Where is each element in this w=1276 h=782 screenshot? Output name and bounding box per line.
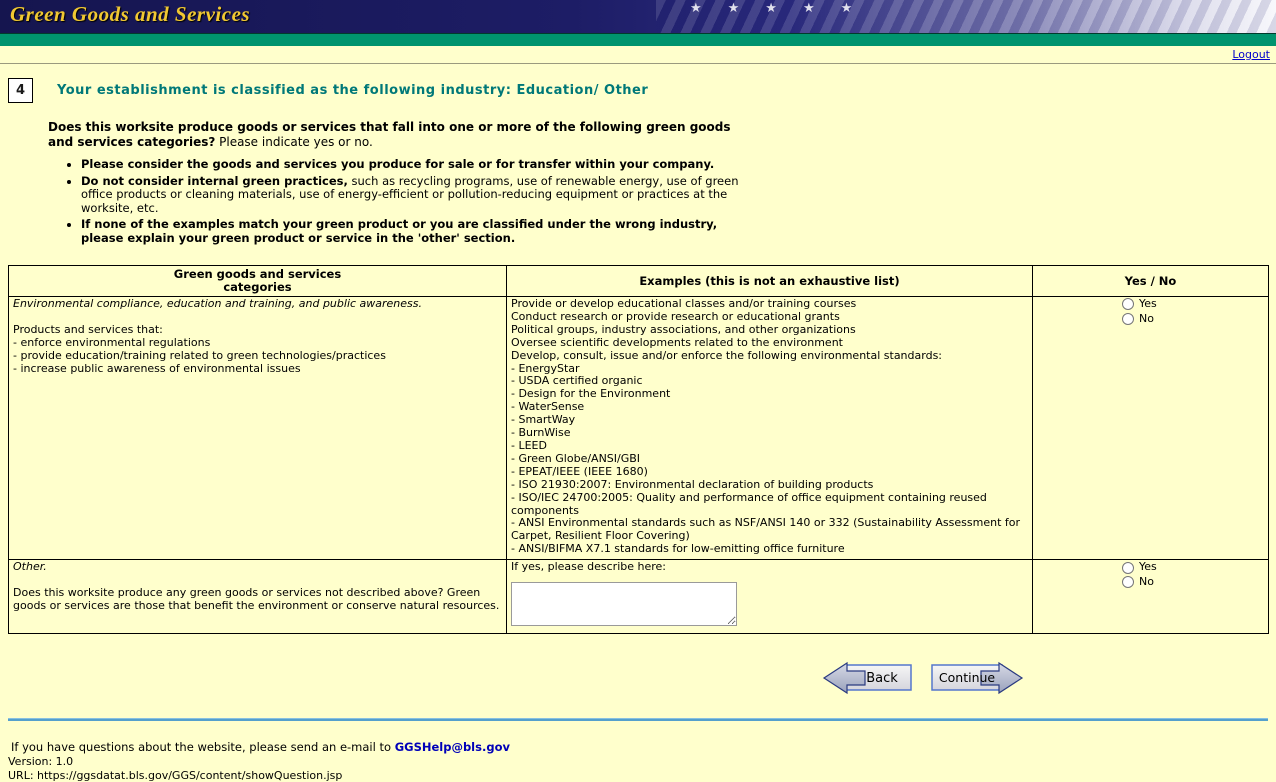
example-line: Provide or develop educational classes and/or training courses [511, 297, 857, 310]
nav-buttons [8, 658, 1268, 704]
logout-link[interactable]: Logout [1232, 48, 1270, 61]
flag-stars-decoration [690, 1, 878, 16]
example-line: Conduct research or provide research or educational grants [511, 309, 840, 323]
yes-radio-row1[interactable] [1122, 298, 1134, 310]
page-footer [8, 741, 1268, 782]
yes-option-row1[interactable] [1122, 298, 1178, 311]
version-text: Version: 1.0 [8, 754, 74, 768]
bullet-bold-text: Please consider the goods and services you produce for sale or for transfer within your company. [81, 157, 715, 171]
yes-option-row2[interactable] [1122, 561, 1178, 574]
continue-button[interactable] [930, 658, 1026, 700]
describe-label: If yes, please describe here: [511, 560, 667, 574]
bullet-normal-text: such as recycling programs, use of renewable energy, use of green office products or cleaning materials, use of energy-efficient or pollution-reducing equipment or practices at the worksite, etc. [81, 173, 739, 215]
radio-group-row2 [1122, 561, 1178, 589]
category-cell [9, 560, 507, 634]
category-line: Products and services that: [13, 322, 163, 336]
no-label[interactable]: No [1139, 575, 1154, 589]
example-line: - WaterSense [511, 400, 585, 414]
radio-group-row1 [1122, 298, 1178, 326]
no-radio-row1[interactable] [1122, 313, 1134, 325]
help-email-link[interactable]: GGSHelp@bls.gov [394, 739, 510, 754]
help-line [8, 741, 1268, 754]
example-line: - SmartWay [511, 413, 576, 427]
category-lines [13, 324, 501, 376]
footer-divider [8, 718, 1268, 721]
app-title: Green Goods and Services [10, 2, 251, 26]
top-nav-bar [0, 46, 1276, 64]
question-title: Your establishment is classified as the following industry: Education/ Other [57, 83, 649, 98]
example-line: - ANSI/BIFMA X7.1 standards for low-emitting office furniture [511, 542, 845, 556]
table-header-row [9, 266, 1269, 297]
bullet-item [81, 218, 744, 245]
category-cell [9, 297, 507, 560]
question-prompt [48, 120, 753, 149]
example-line: - Green Globe/ANSI/GBI [511, 451, 641, 465]
bullet-bold-text: Do not consider internal green practices, [81, 173, 348, 188]
instruction-bullets [66, 158, 744, 245]
yes-label[interactable]: Yes [1139, 560, 1157, 574]
example-line: - ISO/IEC 24700:2005: Quality and performance of office equipment containing reused components [511, 490, 987, 517]
category-text: Does this worksite produce any green goods or services not described above? Green goods or services are those that benefit the environment or conserve natural resources. [13, 586, 500, 612]
url-text: URL: https://ggsdatat.bls.gov/GGS/content/showQuestion.jsp [8, 768, 343, 782]
example-line: - EnergyStar [511, 361, 580, 375]
header-categories: Green goods and services categories [9, 266, 507, 297]
describe-textarea[interactable] [511, 582, 737, 626]
example-line: - ANSI Environmental standards such as NSF/ANSI 140 or 332 (Sustainability Assessment for Carpet, Resilient Floor Covering) [511, 516, 1021, 543]
example-line: - EPEAT/IEEE (IEEE 1680) [511, 464, 648, 478]
no-radio-row2[interactable] [1122, 576, 1134, 588]
category-title: Other. [13, 560, 47, 574]
no-option-row2[interactable] [1122, 576, 1178, 589]
header-yesno: Yes / No [1033, 266, 1269, 297]
yes-radio-row2[interactable] [1122, 562, 1134, 574]
header-examples: Examples (this is not an exhaustive list) [507, 266, 1033, 297]
example-line: Political groups, industry associations, and other organizations [511, 322, 856, 336]
green-categories-table [8, 265, 1269, 634]
back-button-label: Back [866, 670, 898, 686]
no-option-row1[interactable] [1122, 313, 1178, 326]
category-line: - provide education/training related to green technologies/practices [13, 348, 386, 362]
question-prompt-normal: Please indicate yes or no. [215, 134, 373, 149]
example-line: - USDA certified organic [511, 374, 643, 388]
help-text: If you have questions about the website, please send an e-mail to [11, 739, 395, 754]
examples-cell [507, 297, 1033, 560]
continue-button-label: Continue [938, 669, 996, 685]
question-prompt-bold: Does this worksite produce goods or services that fall into one or more of the following green goods and services categories? [48, 120, 731, 149]
example-line: - BurnWise [511, 426, 571, 440]
example-line: - Design for the Environment [511, 387, 671, 401]
yesno-cell [1033, 560, 1269, 634]
category-title: Environmental compliance, education and training, and public awareness. [13, 297, 423, 310]
question-number-box: 4 [8, 78, 33, 103]
table-row [9, 560, 1269, 634]
bullet-bold-text: If none of the examples match your green product or you are classified under the wrong industry, please explain your green product or service in the 'other' section. [81, 217, 718, 245]
main-content [0, 64, 1276, 782]
describe-cell [507, 560, 1033, 634]
no-label[interactable]: No [1139, 311, 1154, 325]
teal-divider [0, 33, 1276, 46]
table-row [9, 297, 1269, 560]
example-line: - ISO 21930:2007: Environmental declaration of building products [511, 477, 874, 491]
example-line: - LEED [511, 438, 547, 452]
back-button[interactable] [820, 658, 916, 700]
example-line: Oversee scientific developments related to the environment [511, 335, 843, 349]
yes-label[interactable]: Yes [1139, 297, 1157, 310]
example-line: Develop, consult, issue and/or enforce the following environmental standards: [511, 348, 943, 362]
category-line: - enforce environmental regulations [13, 335, 211, 349]
bullet-item [81, 158, 744, 172]
yesno-cell [1033, 297, 1269, 560]
category-line: - increase public awareness of environmental issues [13, 361, 301, 375]
bullet-item [81, 175, 744, 216]
question-header [8, 78, 1268, 103]
app-banner [0, 0, 1276, 33]
examples-list [511, 298, 1027, 556]
